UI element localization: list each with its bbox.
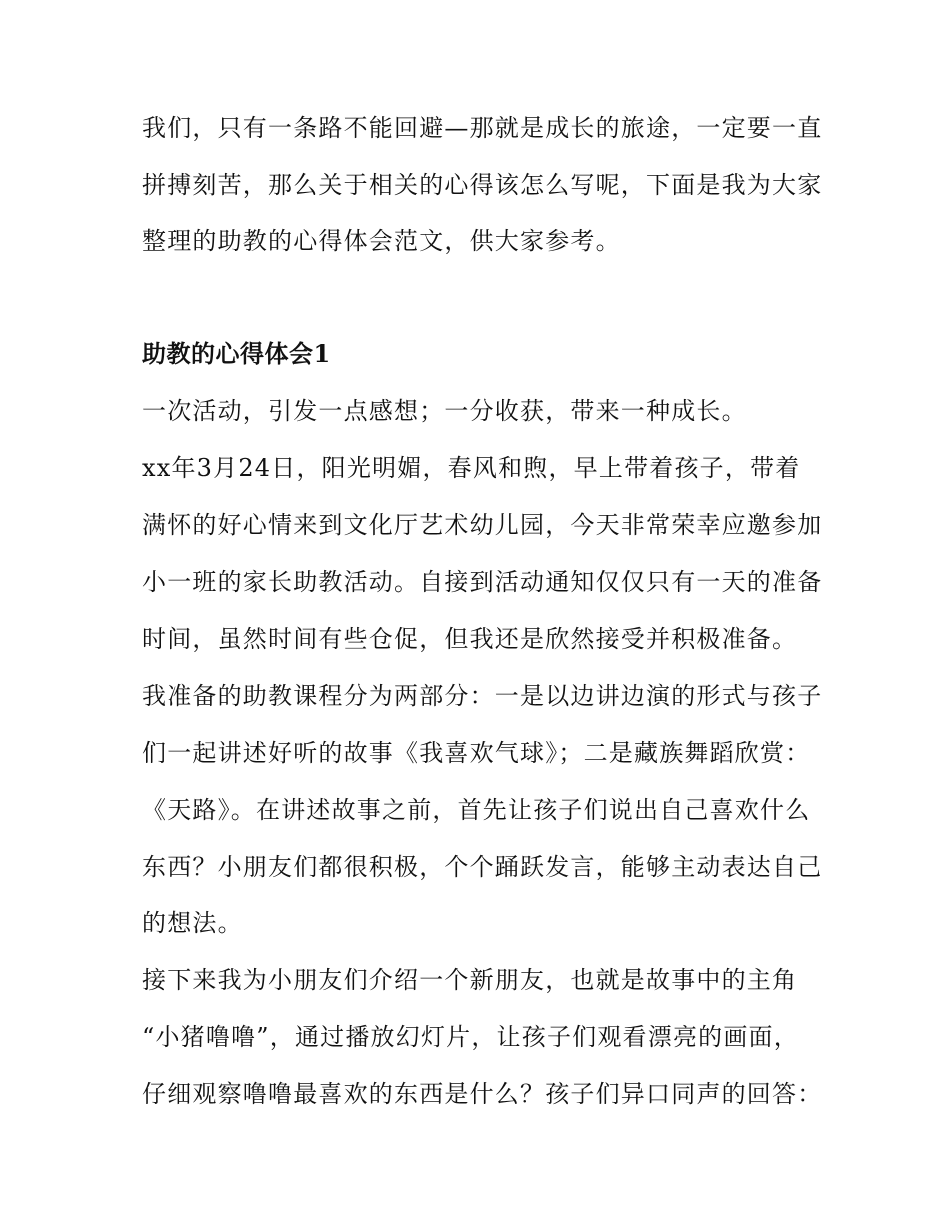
- intro-line: 整理的助教的心得体会范文，供大家参考。: [142, 227, 621, 255]
- body-line: 东西？小朋友们都很积极，个个踊跃发言，能够主动表达自己: [142, 853, 823, 881]
- body-line: 满怀的好心情来到文化厅艺术幼儿园，今天非常荣幸应邀参加: [142, 511, 823, 539]
- body-line: 《天路》。在讲述故事之前，首先让孩子们说出自己喜欢什么: [142, 796, 811, 824]
- body-line: 仔细观察噜噜最喜欢的东西是什么？孩子们异口同声的回答：: [142, 1080, 823, 1108]
- body-line: 一次活动，引发一点感想；一分收获，带来一种成长。: [142, 397, 747, 425]
- body-line: 时间，虽然时间有些仓促，但我还是欣然接受并积极准备。: [142, 625, 798, 653]
- intro-line: 拼搏刻苦，那么关于相关的心得该怎么写呢，下面是我为大家: [142, 171, 823, 199]
- intro-line: 我们，只有一条路不能回避—那就是成长的旅途，一定要一直: [142, 114, 823, 142]
- section-heading: 助教的心得体会1: [142, 339, 331, 368]
- body-line: 小一班的家长助教活动。自接到活动通知仅仅只有一天的准备: [142, 568, 823, 596]
- body-line: “小猪噜噜”，通过播放幻灯片，让孩子们观看漂亮的画面，: [142, 1023, 799, 1051]
- body-line: 接下来我为小朋友们介绍一个新朋友，也就是故事中的主角: [142, 966, 798, 994]
- body-line: 们一起讲述好听的故事《我喜欢气球》；二是藏族舞蹈欣赏：: [142, 739, 811, 767]
- body-line: xx年3月24日，阳光明媚，春风和煦，早上带着孩子，带着: [142, 454, 801, 482]
- body-line: 的想法。: [142, 909, 243, 937]
- body-line: 我准备的助教课程分为两部分：一是以边讲边演的形式与孩子: [142, 682, 823, 710]
